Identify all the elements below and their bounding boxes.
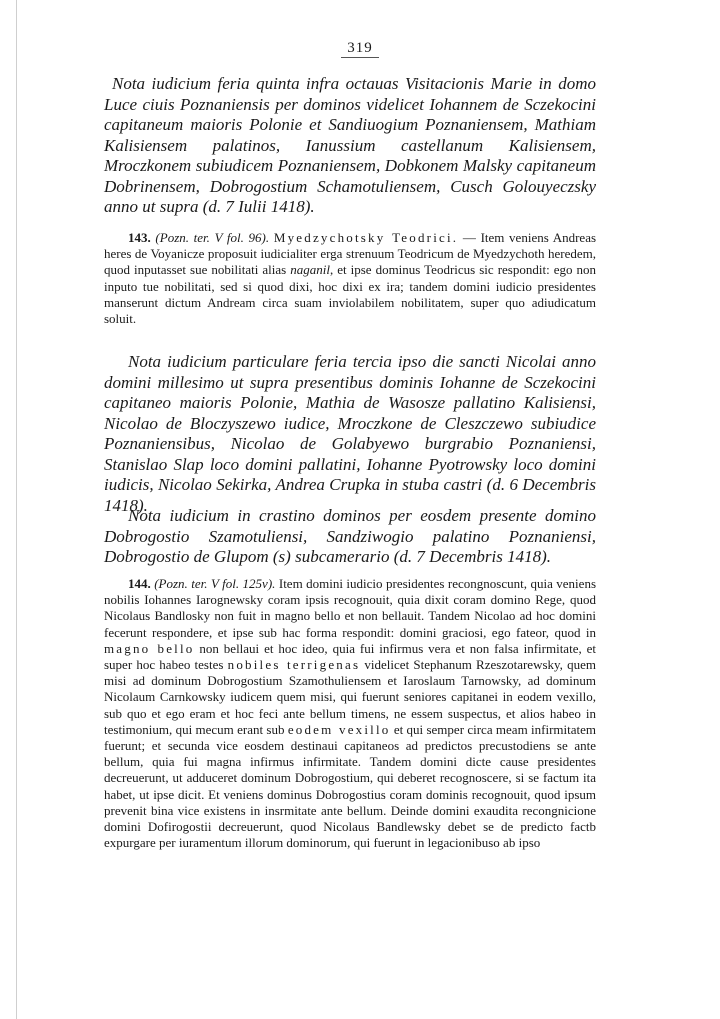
- entry-144-text-1: Item domini iudicio presidentes recongnoscunt, quia veniens nobilis Iohannes Iarognewsky coram ipsis recognouit, quia dixit coram domino Rege, quod Nicolaus Bandlosky non fuit in magno bello et non bellauit. Tandem Nicolao ad hoc domini fecerunt respondere, et ipse sub hac forma respondit: domini graciosi, ego fateor, quod in: [104, 576, 597, 640]
- scan-edge-line: [16, 0, 17, 1019]
- entry-143-text-b: , et ipse dominus Teodricus sic respondit: ego non inputo tue nobilitati, sed si quod dixi, hoc dixi ex ira; tandem domini iudicio presidentes manserunt dictum Andream circa suam inviolabilem nobilitatem, super quo adiudicatum soluit.: [104, 262, 596, 327]
- entry-143-naganil: naganil: [290, 262, 330, 278]
- entry-144-nobiles-terrigenas: nobiles terrigenas: [227, 657, 361, 673]
- nota-paragraph-1: Nota iudicium feria quinta infra octauas Visitacionis Marie in domo Luce ciuis Poznaniensis per dominos videlicet Iohannem de Sczekocini capitaneum maioris Polonie et Sandiuogium Poznaniensem, Mathiam Kalisiensem palatinos, Ianussium castellanum Kalisiensem, Mroczkonem subiudicem Poznaniensem, Dobkonem Malsky capitaneum Dobrinensem, Dobrogostium Schamotuliensem, Cusch Golouyeczsky anno ut supra (d. 7 Iulii 1418).: [104, 74, 596, 216]
- nota-paragraph-3-block: [104, 506, 596, 568]
- entry-143: [104, 230, 596, 327]
- nota-paragraph-3: Nota iudicium in crastino dominos per eosdem presente domino Dobrogostio Szamotuliensi, Sandziwogio palatino Poznaniensi, Dobrogostio de Glupom (s) subcamerario (d. 7 Decembris 1418).: [104, 506, 596, 566]
- entry-144-number: 144.: [128, 576, 151, 591]
- page-number-text: 319: [341, 40, 379, 58]
- entry-144-block: [104, 576, 596, 851]
- page-number: [0, 40, 720, 57]
- nota-paragraph-2-block: [104, 352, 596, 516]
- entry-143-name: Myedzychotsky Teodrici.: [273, 230, 459, 245]
- entry-143-reference: (Pozn. ter. V fol. 96).: [155, 230, 270, 245]
- entry-144-text-3: videlicet Stephanum Rzeszotarewsky, quem misi ad dominum Dobrogostium Szamothuliensem et Iaroslaum Tarnowsky, ad dominum Nicolaum Carnkowsky iudicem quem misi, qui fuerunt seniores capitanei in eodem vexillo, sub quo et ego eram et hoc feci ante bellum timens, ne essem suspectus, et alios habeo in testimonium, qui mecum erant sub: [104, 657, 597, 737]
- entry-143-block: [104, 230, 596, 327]
- entry-144-text-2: non bellaui et hoc ideo, quia fui infirmus vera et non falsa infirmitate, et super hoc habeo testes: [104, 640, 596, 673]
- entry-143-text-a: — Item veniens Andreas heres de Voyanicze proposuit iudicialiter erga strenuum Teodricum de Myedzychoth heredem, quod inputasset sue nobilitati alias: [104, 230, 597, 278]
- entry-144-eodem-vexillo: eodem vexillo: [287, 721, 391, 737]
- entry-143-number: 143.: [128, 230, 151, 245]
- entry-144-magno-bello: magno bello: [104, 640, 195, 656]
- entry-144-reference: (Pozn. ter. V fol. 125v).: [154, 576, 276, 591]
- nota-paragraph-2: Nota iudicium particulare feria tercia ipso die sancti Nicolai anno domini millesimo ut supra presentibus dominis Iohanne de Sczekocini capitaneo maioris Polonie, Mathia de Wasosze pallatino Kalisiensi, Nicolao de Bloczyszewo iudice, Mroczkone de Cleszczewo subiudice Poznaniensibus, Nicolao de Golabyewo burgrabio Poznaniensi, Stanislao Slap loco domini pallatini, Iohanne Pyotrowsky loco domini iudicis, Nicolao Sekirka, Andrea Crupka in stuba castri (d. 6 Decembris 1418).: [104, 352, 596, 515]
- nota-paragraph-1-block: [104, 74, 596, 218]
- entry-144: [104, 576, 596, 851]
- entry-144-text-4: et qui semper circa meam infirmitatem fuerunt; et secunda vice eosdem destinaui capitaneos ad predictos precustodiens se ante bellum, quia fui magna infirmus infirmitate. Tandem domini dicte cause presidentes decreuerunt, ut adduceret dominum Dobrogostium, qui deberet recognoscere, si se factum ita habet, ut ipse dicit. Et veniens dominus Dobrogostius coram dominis recognouit, quod ipsum prevenit bina vice existens in insrmitate ante bellum. Deinde domini exaudita recongnicione domini Dofirogostii decreuerunt, quod Nicolaus Bandlewsky debet se de predicto factb expurgare per iuramentum illorum dominorum, qui fuerunt in legacionibuso ab ipso: [104, 721, 596, 851]
